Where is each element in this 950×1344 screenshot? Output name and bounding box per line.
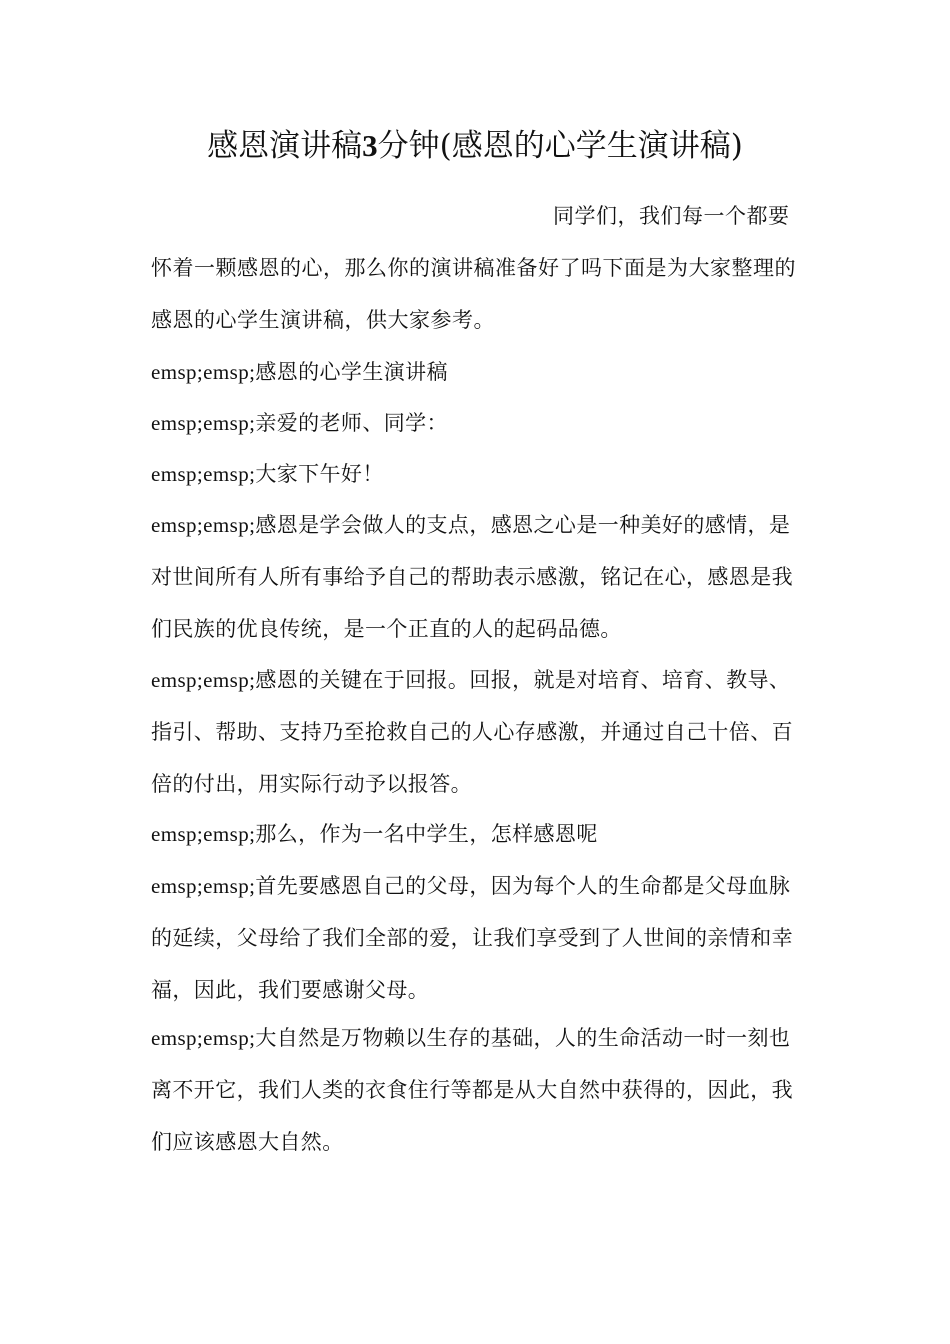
intro-paragraph: 同学们，我们每一个都要怀着一颗感恩的心，那么你的演讲稿准备好了吗下面是为大家整理的感恩的心学生演讲稿，供大家参考。 (151, 204, 796, 332)
paragraph-text: 感恩的心学生演讲稿 (255, 360, 448, 384)
paragraph-prefix: emsp;emsp; (151, 360, 256, 384)
paragraph-heading (151, 346, 801, 398)
paragraph-question (151, 808, 801, 860)
paragraph-nature (151, 1012, 801, 1168)
paragraph-prefix: emsp;emsp; (151, 513, 256, 537)
paragraph-prefix: emsp;emsp; (151, 462, 256, 486)
paragraph-text: 感恩是学会做人的支点，感恩之心是一种美好的感情，是对世间所有人所有事给予自己的帮助表示感激，铭记在心，感恩是我们民族的优良传统，是一个正直的人的起码品德。 (151, 513, 793, 641)
paragraph-gratitude-definition (151, 499, 801, 655)
document-title (0, 122, 950, 170)
paragraph-prefix: emsp;emsp; (151, 1026, 256, 1050)
title-prefix: 感恩演讲稿 (207, 128, 363, 164)
paragraph-prefix: emsp;emsp; (151, 874, 256, 898)
paragraph-greeting (151, 448, 801, 500)
paragraph-text: 感恩的关键在于回报。回报，就是对培育、培育、教导、指引、帮助、支持乃至抢救自己的人心存感激，并通过自己十倍、百倍的付出，用实际行动予以报答。 (151, 668, 793, 796)
paragraph-prefix: emsp;emsp; (151, 411, 256, 435)
paragraph-gratitude-return (151, 654, 801, 810)
paragraph-prefix: emsp;emsp; (151, 822, 256, 846)
paragraph-salutation (151, 397, 801, 449)
paragraph-text: 亲爱的老师、同学： (255, 411, 448, 435)
paragraph-parents (151, 860, 801, 1016)
paragraph-text: 大自然是万物赖以生存的基础，人的生命活动一时一刻也离不开它，我们人类的衣食住行等都是从大自然中获得的，因此，我们应该感恩大自然。 (151, 1026, 793, 1154)
paragraph-text: 那么，作为一名中学生，怎样感恩呢 (255, 822, 598, 846)
paragraph-text: 首先要感恩自己的父母，因为每个人的生命都是父母血脉的延续，父母给了我们全部的爱，让我们享受到了人世间的亲情和幸福，因此，我们要感谢父母。 (151, 874, 793, 1002)
paragraph-text: 大家下午好！ (255, 462, 384, 486)
title-number: 3 (362, 128, 378, 163)
title-suffix: 分钟(感恩的心学生演讲稿) (377, 128, 743, 164)
paragraph-prefix: emsp;emsp; (151, 668, 256, 692)
